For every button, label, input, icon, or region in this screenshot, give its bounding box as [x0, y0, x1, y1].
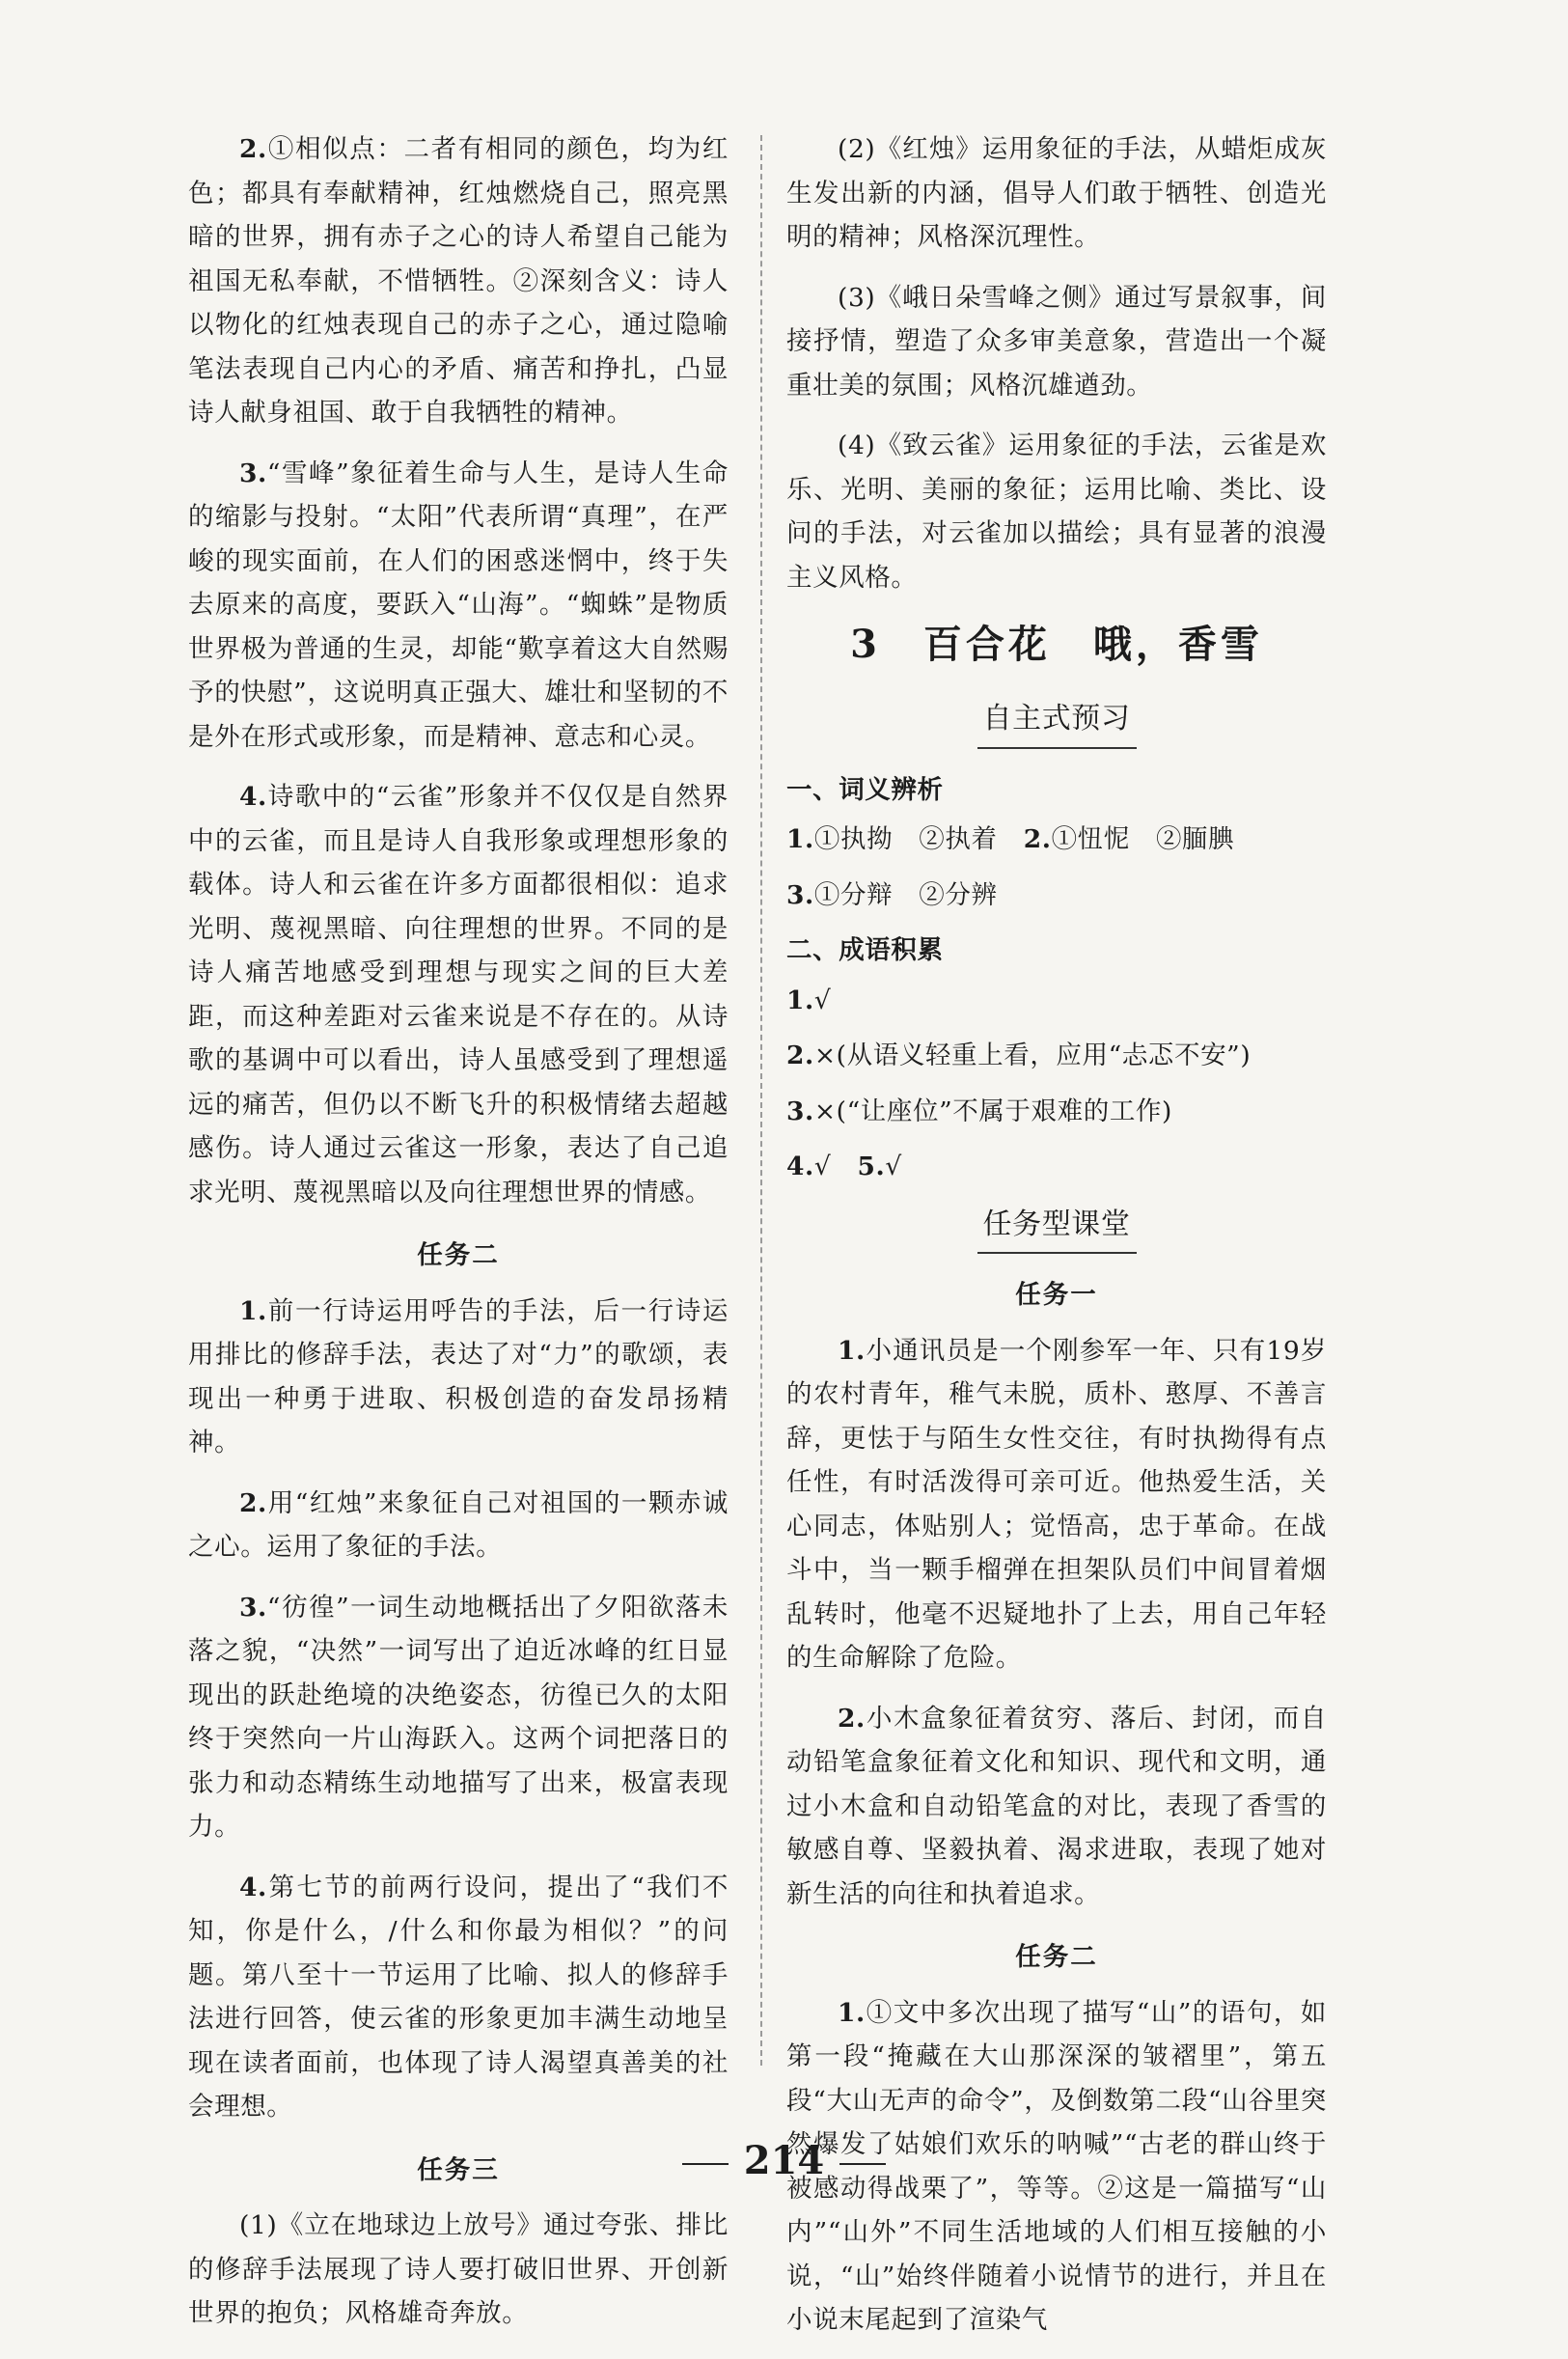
- section-banner: [786, 1203, 1327, 1255]
- answer-paragraph: (3)《峨日朵雪峰之侧》通过写景叙事，间接抒情，塑造了众多审美意象，营造出一个凝重壮美的氛围；风格沉雄遒劲。: [786, 282, 1327, 401]
- classroom-title: 任务型课堂: [977, 1203, 1137, 1255]
- preview-title: 自主式预习: [977, 697, 1137, 749]
- answer-line: 4.√ 5.√: [786, 1152, 902, 1181]
- section-heading: 一、词义辨析: [786, 774, 944, 805]
- task-heading: 任务二: [1015, 1942, 1098, 1972]
- answer-line: 3.①分辩 ②分辨: [786, 879, 998, 910]
- section-banner: [786, 697, 1327, 749]
- answer-paragraph: 2.用“红烛”来象征自己对祖国的一颗赤诚之心。运用了象征的手法。: [188, 1487, 729, 1562]
- answer-paragraph: 4.诗歌中的“云雀”形象并不仅仅是自然界中的云雀，而且是诗人自我形象或理想形象的载体。诗人和云雀在许多方面都很相似：追求光明、蔑视黑暗、向往理想的世界。不同的是诗人痛苦地感受到理想与现实之间的巨大差距，而这种差距对云雀来说是不存在的。从诗歌的基调中可以看出，诗人虽感受到了理想遥远的痛苦，但仍以不断飞升的积极情绪去超越感伤。诗人通过云雀这一形象，表达了自己追求光明、蔑视黑暗以及向往理想世界的情感。: [188, 782, 729, 1207]
- answer-paragraph: 3.“雪峰”象征着生命与人生，是诗人生命的缩影与投射。“太阳”代表所谓“真理”，在严峻的现实面前，在人们的困惑迷惘中，终于失去原来的高度，要跃入“山海”。“蜘蛛”是物质世界极为普通的生灵，却能“歎享着这大自然赐予的快慰”，这说明真正强大、雄壮和坚韧的不是外在形式或形象，而是精神、意志和心灵。: [188, 458, 729, 752]
- left-column: [188, 127, 729, 2352]
- answer-paragraph: (1)《立在地球边上放号》通过夸张、排比的修辞手法展现了诗人要打破旧世界、开创新世界的抱负；风格雄奇奔放。: [188, 2210, 729, 2328]
- footer-dash: [682, 2163, 729, 2165]
- answer-paragraph: 2.小木盒象征着贫穷、落后、封闭，而自动铅笔盒象征着文化和知识、现代和文明，通过小木盒和自动铅笔盒的对比，表现了香雪的敏感自尊、坚毅执着、渴求进取，表现了她对新生活的向往和执着追求。: [786, 1703, 1327, 1909]
- task-heading: 任务三: [417, 2154, 500, 2185]
- answer-paragraph: 1.①文中多次出现了描写“山”的语句，如第一段“掩藏在大山那深深的皱褶里”，第五段“大山无声的命令”，及倒数第二段“山谷里突然爆发了姑娘们欢乐的呐喊”“古老的群山终于被感动得战栗了”，等等。②这是一篇描写“山内”“山外”不同生活地域的人们相互接触的小说，“山”始终伴随着小说情节的进行，并且在小说末尾起到了渲染气: [786, 1997, 1327, 2335]
- right-column: [786, 127, 1327, 2359]
- page-number: 214: [743, 2138, 825, 2183]
- answer-line: 2.×(从语义轻重上看，应用“忐忑不安”): [786, 1041, 1252, 1070]
- footer-dash: [839, 2163, 886, 2165]
- page-footer: [0, 2138, 1568, 2183]
- answer-line: 1.①执拗 ②执着 2.①忸怩 ②腼腆: [786, 824, 1235, 854]
- column-divider: [760, 135, 762, 2066]
- answer-paragraph: 1.前一行诗运用呼告的手法，后一行诗运用排比的修辞手法，表达了对“力”的歌颂，表现出一种勇于进取、积极创造的奋发昂扬精神。: [188, 1295, 729, 1457]
- lesson-title: 3 百合花 哦，香雪: [850, 622, 1263, 667]
- task-heading: 任务一: [1015, 1280, 1098, 1310]
- answer-paragraph: 3.“彷徨”一词生动地概括出了夕阳欲落未落之貌，“决然”一词写出了迫近冰峰的红日显现出的跃赴绝境的决绝姿态，彷徨已久的太阳终于突然向一片山海跃入。这两个词把落日的张力和动态精练生动地描写了出来，极富表现力。: [188, 1592, 729, 1842]
- section-heading: 二、成语积累: [786, 935, 944, 965]
- task-heading: 任务二: [417, 1240, 500, 1270]
- answer-paragraph: 2.①相似点：二者有相同的颜色，均为红色；都具有奉献精神，红烛燃烧自己，照亮黑暗的世界，拥有赤子之心的诗人希望自己能为祖国无私奉献，不惜牺牲。②深刻含义：诗人以物化的红烛表现自己的赤子之心，通过隐喻笔法表现自己内心的矛盾、痛苦和挣扎，凸显诗人献身祖国、敢于自我牺牲的精神。: [188, 134, 729, 428]
- answer-line: 3.×(“让座位”不属于艰难的工作): [786, 1096, 1172, 1126]
- answer-paragraph: (2)《红烛》运用象征的手法，从蜡炬成灰生发出新的内涵，倡导人们敢于牺牲、创造光明的精神；风格深沉理性。: [786, 134, 1327, 252]
- answer-line: 1.√: [786, 985, 832, 1015]
- answer-paragraph: 1.小通讯员是一个刚参军一年、只有19岁的农村青年，稚气未脱，质朴、憨厚、不善言辞，更怯于与陌生女性交往，有时执拗得有点任性，有时活泼得可亲可近。他热爱生活，关心同志，体贴别人；觉悟高，忠于革命。在战斗中，当一颗手榴弹在担架队员们中间冒着烟乱转时，他毫不迟疑地扑了上去，用自己年轻的生命解除了危险。: [786, 1335, 1327, 1673]
- answer-paragraph: 4.第七节的前两行设问，提出了“我们不知，你是什么，/什么和你最为相似？”的问题。第八至十一节运用了比喻、拟人的修辞手法进行回答，使云雀的形象更加丰满生动地呈现在读者面前，也体现了诗人渴望真善美的社会理想。: [188, 1872, 729, 2122]
- answer-paragraph: (4)《致云雀》运用象征的手法，云雀是欢乐、光明、美丽的象征；运用比喻、类比、设问的手法，对云雀加以描绘；具有显著的浪漫主义风格。: [786, 430, 1327, 593]
